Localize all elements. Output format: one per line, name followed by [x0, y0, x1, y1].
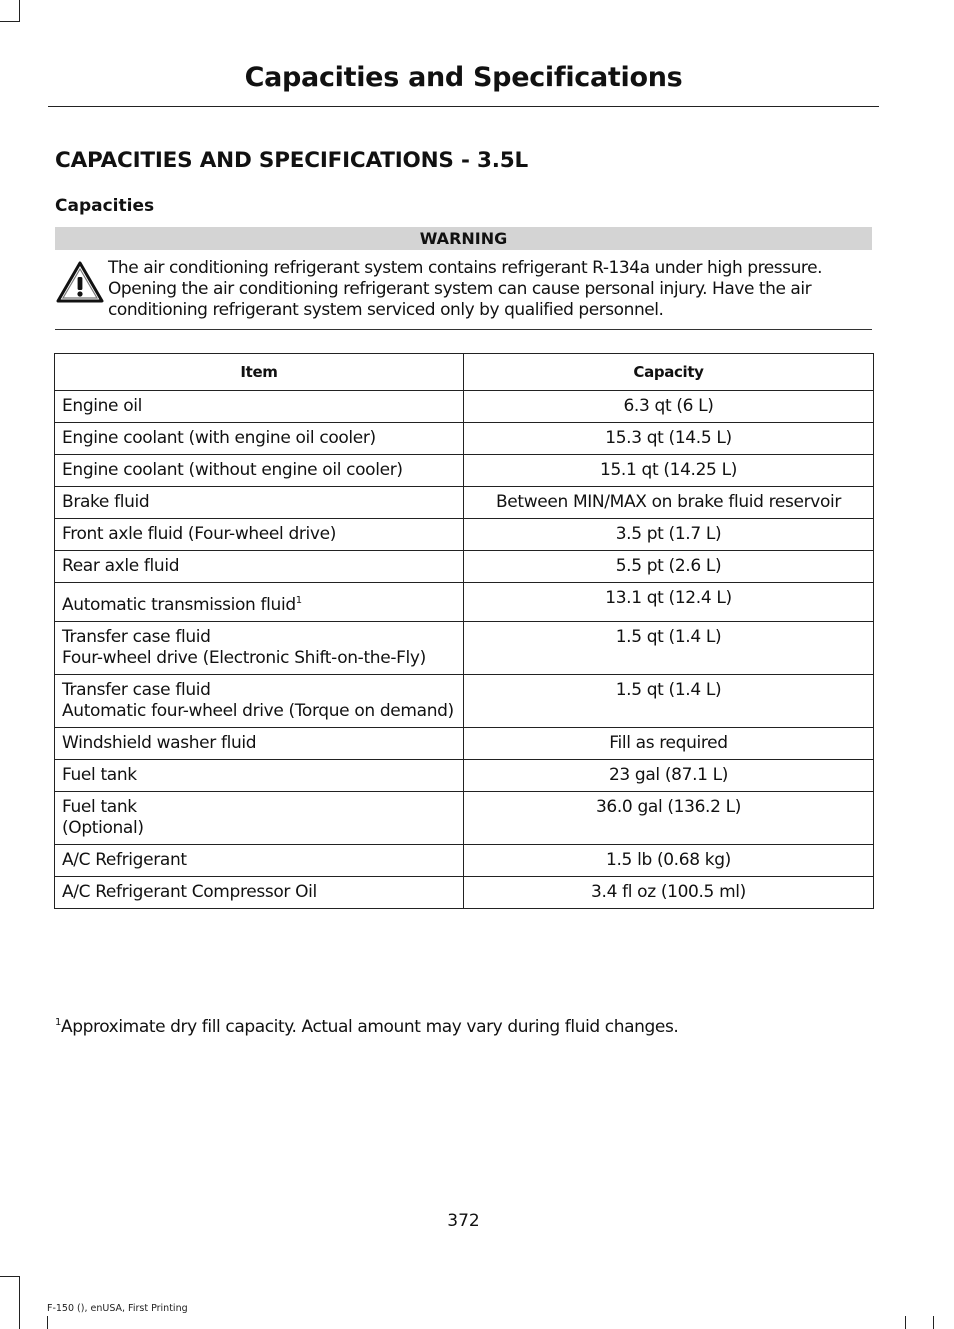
- section-title: CAPACITIES AND SPECIFICATIONS - 3.5L: [55, 148, 528, 173]
- capacity-cell: 3.5 pt (1.7 L): [464, 519, 874, 551]
- item-text: Fuel tank: [62, 765, 137, 785]
- table-row: [55, 455, 874, 487]
- footnote-marker: 1: [55, 1017, 61, 1028]
- crop-mark: [47, 1316, 48, 1329]
- item-text: Brake fluid: [62, 492, 150, 512]
- capacity-cell: 1.5 qt (1.4 L): [464, 622, 874, 675]
- item-text: Rear axle fluid: [62, 556, 180, 576]
- capacity-cell: Fill as required: [464, 728, 874, 760]
- crop-mark: [19, 1276, 20, 1329]
- print-info: F-150 (), enUSA, First Printing: [47, 1303, 188, 1314]
- table-row: [55, 675, 874, 728]
- capacities-table: [54, 353, 874, 909]
- capacity-cell: Between MIN/MAX on brake fluid reservoir: [464, 487, 874, 519]
- item-text: Engine coolant (without engine oil cooler): [62, 460, 403, 480]
- page-title: Capacities and Specifications: [244, 62, 683, 93]
- footnote-ref: 1: [295, 595, 302, 606]
- page-number: 372: [447, 1211, 480, 1231]
- capacity-cell: 5.5 pt (2.6 L): [464, 551, 874, 583]
- warning-text: The air conditioning refrigerant system contains refrigerant R-134a under high pressure. Opening the air conditioning refrigerant system can cause personal injury. Have the air conditioning refrigerant system serviced only by qualified personnel.: [108, 258, 823, 320]
- table-row: [55, 551, 874, 583]
- warning-label: WARNING: [55, 227, 872, 250]
- item-cell: [55, 455, 464, 487]
- crop-mark: [0, 21, 20, 22]
- item-text: A/C Refrigerant: [62, 850, 187, 870]
- capacity-cell: 36.0 gal (136.2 L): [464, 792, 874, 845]
- item-text-with-footnote: [62, 595, 457, 616]
- item-cell: [55, 845, 464, 877]
- capacity-cell: 1.5 qt (1.4 L): [464, 675, 874, 728]
- table-body: [55, 391, 874, 909]
- table-row: [55, 519, 874, 551]
- crop-mark: [933, 1316, 934, 1329]
- item-cell: [55, 423, 464, 455]
- column-header-item: Item: [55, 354, 464, 391]
- crop-mark: [19, 0, 20, 22]
- table-row: [55, 845, 874, 877]
- item-cell: [55, 583, 464, 622]
- capacity-cell: 3.4 fl oz (100.5 ml): [464, 877, 874, 909]
- page-header: [48, 58, 879, 107]
- table-header-row: [55, 354, 874, 391]
- item-text: Fuel tank: [62, 797, 137, 817]
- table-row: [55, 792, 874, 845]
- item-text: A/C Refrigerant Compressor Oil: [62, 882, 317, 902]
- table-row: [55, 583, 874, 622]
- section-subtitle: Capacities: [55, 196, 155, 216]
- footnote-text: Approximate dry fill capacity. Actual amount may vary during fluid changes.: [60, 1017, 679, 1037]
- capacity-cell: 1.5 lb (0.68 kg): [464, 845, 874, 877]
- table-row: [55, 622, 874, 675]
- warning-triangle-icon: [55, 260, 105, 306]
- column-header-capacity: Capacity: [464, 354, 874, 391]
- item-text: Front axle fluid (Four-wheel drive): [62, 524, 337, 544]
- item-cell: [55, 760, 464, 792]
- item-cell: [55, 675, 464, 728]
- warning-box: [55, 227, 872, 330]
- table-row: [55, 423, 874, 455]
- table-row: [55, 487, 874, 519]
- table-row: [55, 760, 874, 792]
- item-cell: [55, 792, 464, 845]
- item-cell: [55, 519, 464, 551]
- item-text: Transfer case fluid: [62, 680, 211, 700]
- table-row: [55, 877, 874, 909]
- item-cell: [55, 487, 464, 519]
- crop-mark: [905, 1316, 906, 1329]
- capacity-cell: 15.1 qt (14.25 L): [464, 455, 874, 487]
- item-text: Windshield washer fluid: [62, 733, 257, 753]
- footnote: [55, 1016, 678, 1038]
- item-cell: [55, 877, 464, 909]
- warning-body: [55, 250, 872, 328]
- table-row: [55, 728, 874, 760]
- capacity-cell: 13.1 qt (12.4 L): [464, 583, 874, 622]
- item-cell: [55, 391, 464, 423]
- item-text: Engine coolant (with engine oil cooler): [62, 428, 376, 448]
- capacity-cell: 15.3 qt (14.5 L): [464, 423, 874, 455]
- item-cell: [55, 551, 464, 583]
- item-text: Automatic four-wheel drive (Torque on demand): [62, 701, 454, 721]
- item-cell: [55, 622, 464, 675]
- item-text: Automatic transmission fluid: [62, 595, 296, 615]
- item-text: Transfer case fluid: [62, 627, 211, 647]
- capacity-cell: 23 gal (87.1 L): [464, 760, 874, 792]
- table-row: [55, 391, 874, 423]
- capacity-cell: 6.3 qt (6 L): [464, 391, 874, 423]
- item-text: Engine oil: [62, 396, 143, 416]
- item-text: Four-wheel drive (Electronic Shift-on-the-Fly): [62, 648, 426, 668]
- crop-mark: [0, 1276, 20, 1277]
- item-text: (Optional): [62, 818, 144, 838]
- item-cell: [55, 728, 464, 760]
